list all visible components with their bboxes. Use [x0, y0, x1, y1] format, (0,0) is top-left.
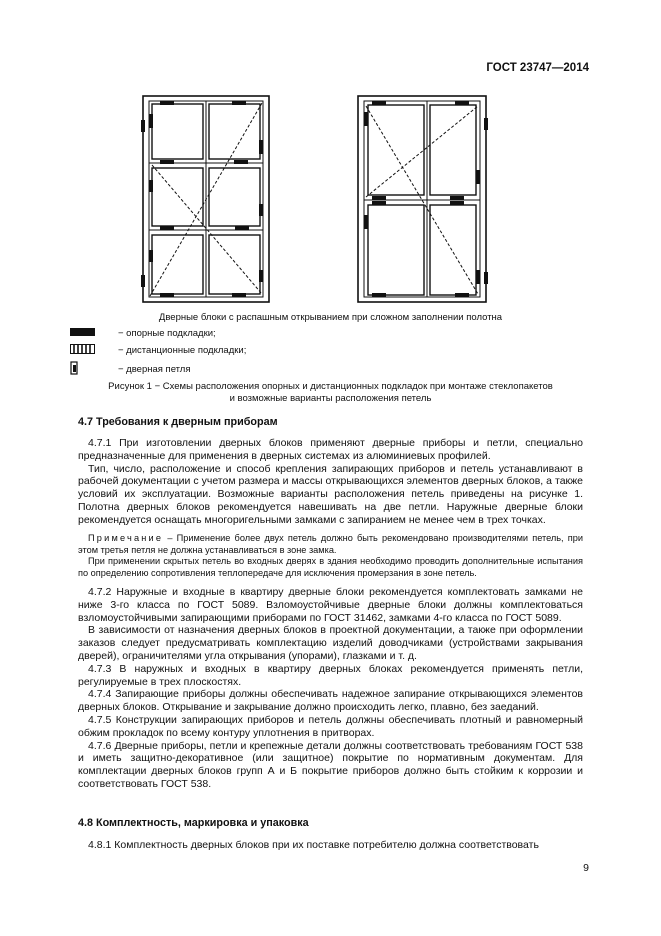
- standard-number: ГОСТ 23747—2014: [486, 62, 589, 74]
- legend-label: − дистанционные подкладки;: [118, 345, 247, 356]
- legend-label: − опорные подкладки;: [118, 328, 216, 339]
- legend-item-door-hinge: [70, 361, 191, 378]
- paragraph: 4.8.1 Комплектность дверных блоков при их поставке потребителю должна соответствовать: [88, 839, 539, 851]
- paragraph: 4.7.4 Запирающие приборы должны обеспечивать надежное запирание открывающихся элементов дверных блоков. Открывание и закрывание должно происходить легко, плавно, без заеданий.: [78, 688, 583, 714]
- legend-item-spacer-pad: [70, 343, 246, 358]
- support-pad-icon: [70, 327, 96, 340]
- section-4-7-body-continued: [78, 586, 583, 791]
- paragraph: Тип, число, расположение и способ крепления запирающих приборов и петель устанавливают в рабочей документации с учетом размера и массы открывающихся элементов дверных блоков, а также условий их эксплуатации. Возможные варианты расположения петель приведены на рисунке 1. Полотна дверных блоков рекомендуется навешивать на две петли. Наружные дверные блоки рекомендуется оснащать многоригельными замками с запиранием не менее чем в трех точках.: [78, 462, 583, 526]
- page-number: 9: [583, 862, 589, 874]
- figure-caption: Рисунок 1 − Схемы расположения опорных и дистанционных подкладок при монтаже стеклопакетов и возможные варианты расположения петель: [108, 381, 553, 404]
- legend-label: − дверная петля: [118, 364, 191, 375]
- note-label: Примечание: [88, 533, 164, 543]
- section-4-7-heading: 4.7 Требования к дверным приборам: [78, 416, 278, 428]
- left-door-scheme: [143, 96, 269, 302]
- note: [78, 533, 583, 579]
- legend-item-support-pad: [70, 327, 216, 340]
- paragraph: В зависимости от назначения дверных блоков в проектной документации, а также при оформлении заказов следует предусматривать комплектацию изделий доводчиками (устройствами закрывания дверей), ограничителями угла открывания (упорами), глазками и т. д.: [78, 624, 583, 662]
- section-4-8-body: [78, 839, 583, 852]
- note-paragraph: При применении скрытых петель во входных дверях в здания необходимо проводить дополнительные испытания по определению сопротивления теплопередаче для исключения промерзания в зоне петель.: [78, 556, 583, 578]
- section-4-8-heading: 4.8 Комплектность, маркировка и упаковка: [78, 817, 309, 829]
- paragraph: 4.7.6 Дверные приборы, петли и крепежные детали должны соответствовать требованиям ГОСТ 538 и иметь защитно-декоративное (или защитное) покрытие по нормативным документам. Для комплектации дверных блоков групп А и Б покрытие приборов должно быть стойким к коррозии и соответствовать ГОСТ 538.: [78, 739, 583, 790]
- paragraph: 4.7.1 При изготовлении дверных блоков применяют дверные приборы и петли, специально предназначенные для применения в дверных системах из алюминиевых профилей.: [78, 437, 583, 462]
- paragraph: 4.7.2 Наружные и входные в квартиру дверные блоки рекомендуется комплектовать замками не ниже 3-го класса по ГОСТ 5089. Взломоустойчивые дверные блоки должны комплектоваться взломоустойчивыми запирающими приборами по ГОСТ 31462, замками 4-го класса по ГОСТ 5089.: [78, 586, 583, 624]
- door-schemes-figure: [0, 0, 661, 312]
- paragraph: 4.7.3 В наружных и входных в квартиру дверных блоках рекомендуется применять петли, регулируемые в трех плоскостях.: [78, 662, 583, 688]
- door-hinge-icon: [70, 361, 96, 378]
- section-4-7-body: [78, 437, 583, 527]
- paragraph: 4.7.5 Конструкции запирающих приборов и петель должны обеспечивать плотный и равномерный обжим прокладок по всему контуру уплотнения в притворах.: [78, 713, 583, 739]
- note-text: – Применение более двух петель должно быть рекомендовано производителями петель, при этом третья петля не должна устанавливаться в зоне замка.: [78, 533, 583, 555]
- figure-top-caption: Дверные блоки с распашным открыванием при сложном заполнении полотна: [158, 312, 503, 323]
- spacer-pad-icon: [70, 343, 96, 358]
